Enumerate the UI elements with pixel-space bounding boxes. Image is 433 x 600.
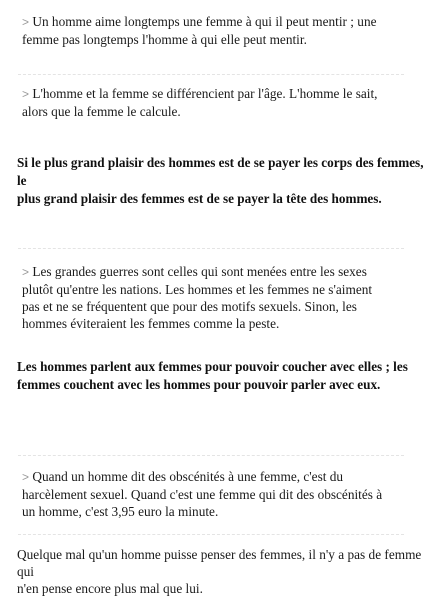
divider	[18, 74, 404, 75]
divider	[18, 534, 404, 535]
quote-4-line-1: Les grandes guerres sont celles qui sont menées entre les sexes	[32, 264, 367, 279]
quote-6-line-3: un homme, c'est 3,95 euro la minute.	[22, 504, 219, 519]
quote-1	[22, 13, 422, 48]
arrow-marker-icon: >	[22, 87, 30, 101]
quote-5-line-2: femmes couchent avec les hommes pour pouvoir parler avec eux.	[17, 377, 381, 392]
quote-7-line-2: n'en pense encore plus mal que lui.	[17, 581, 203, 596]
quote-1-line-1: Un homme aime longtemps une femme à qui il peut mentir ; une	[32, 14, 377, 29]
quote-4-line-4: hommes éviteraient les femmes comme la peste.	[22, 316, 280, 331]
quote-2	[22, 85, 422, 120]
quote-7-line-1: Quelque mal qu'un homme puisse penser des femmes, il n'y a pas de femme qui	[17, 547, 422, 579]
arrow-marker-icon: >	[22, 15, 30, 29]
quote-1-line-2: femme pas longtemps l'homme à qui elle peut mentir.	[22, 32, 307, 47]
quote-7	[17, 546, 429, 597]
quote-4	[22, 263, 422, 332]
quote-6	[22, 468, 422, 520]
quote-5-line-1: Les hommes parlent aux femmes pour pouvoir coucher avec elles ; les	[17, 359, 408, 374]
quote-3	[17, 154, 429, 208]
divider	[18, 248, 404, 249]
quote-2-line-2: alors que la femme le calcule.	[22, 104, 181, 119]
quote-4-line-2: plutôt qu'entre les nations. Les hommes et les femmes ne s'aiment	[22, 282, 373, 297]
quote-3-line-2: plus grand plaisir des femmes est de se payer la tête des hommes.	[17, 191, 382, 206]
quote-3-line-1: Si le plus grand plaisir des hommes est de se payer les corps des femmes, le	[17, 155, 424, 188]
arrow-marker-icon: >	[22, 265, 30, 279]
quote-5	[17, 358, 429, 394]
quote-6-line-2: harcèlement sexuel. Quand c'est une femme qui dit des obscénités à	[22, 487, 383, 502]
arrow-marker-icon: >	[22, 470, 30, 484]
divider	[18, 455, 404, 456]
quote-4-line-3: pas et ne se fréquentent que pour des motifs sexuels. Sinon, les	[22, 299, 357, 314]
quote-6-line-1: Quand un homme dit des obscénités à une femme, c'est du	[32, 469, 344, 484]
quote-2-line-1: L'homme et la femme se différencient par l'âge. L'homme le sait,	[32, 86, 378, 101]
